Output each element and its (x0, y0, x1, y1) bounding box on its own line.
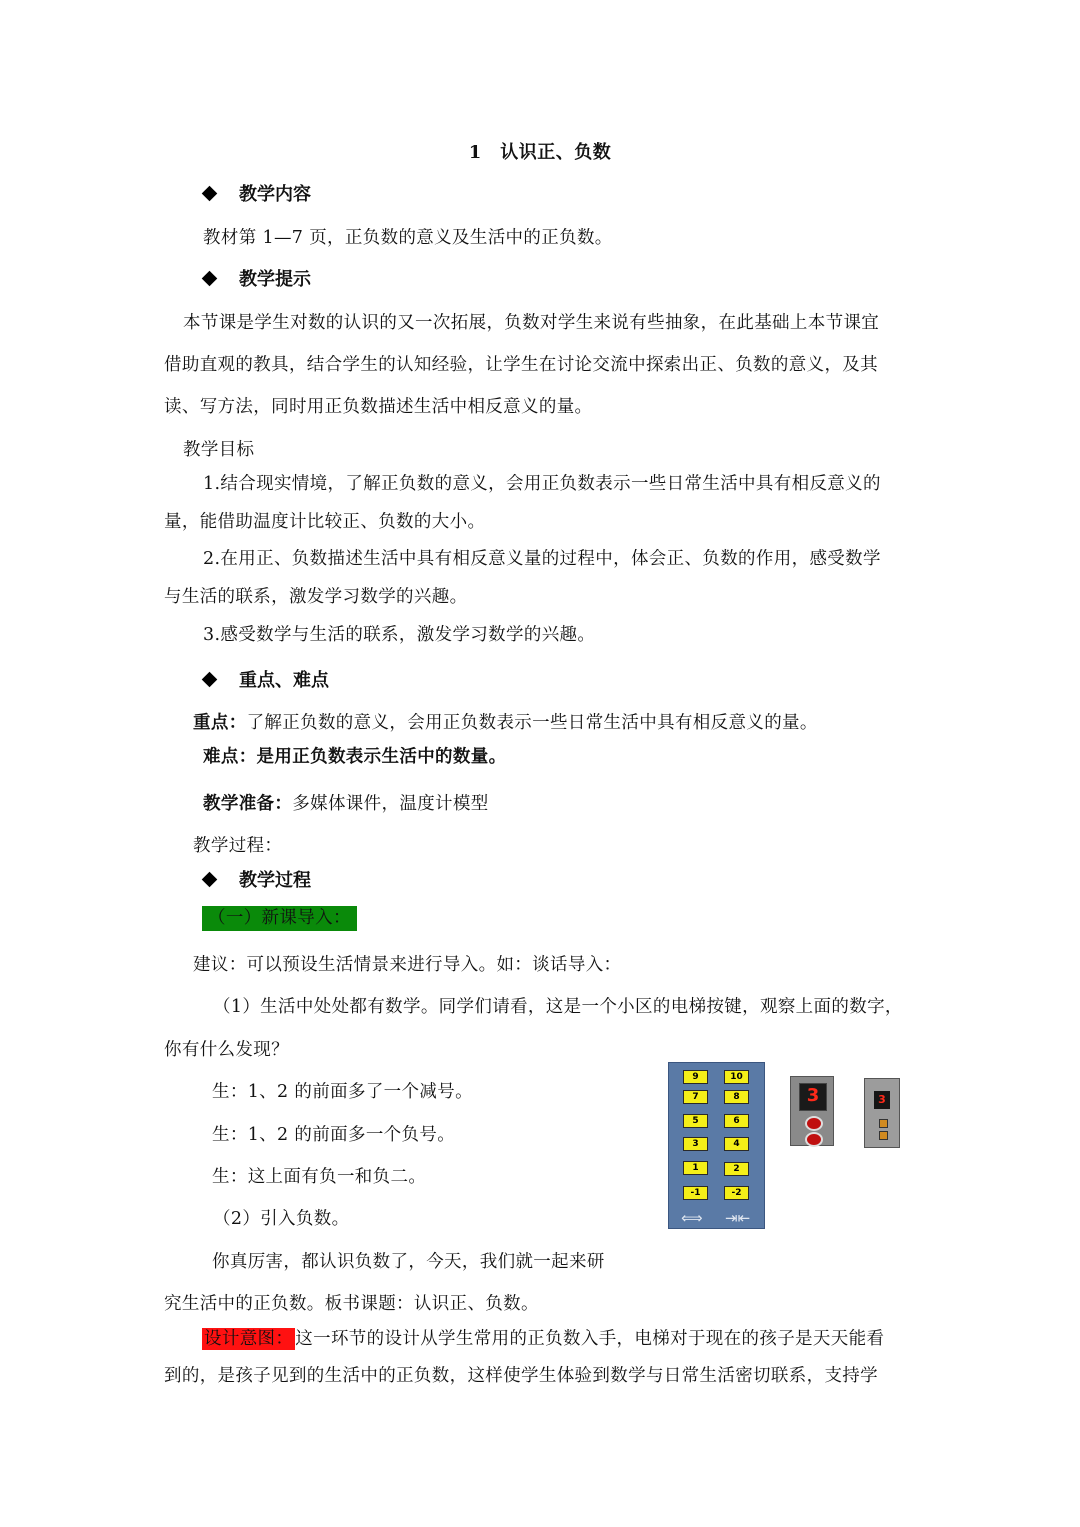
heading-text: 教学过程 (239, 870, 311, 891)
red-highlight: 设计意图： (204, 1329, 294, 1349)
heading-text: 教学提示 (239, 269, 311, 290)
elevator-key: -1 (683, 1186, 708, 1200)
goal-line: 2.在用正、负数描述生活中具有相反意义量的过程中，体会正、负数的作用，感受数学 (203, 549, 881, 569)
elevator-button-panel (668, 1062, 765, 1229)
elevator-key: 10 (724, 1070, 749, 1084)
section-heading-keypoints (204, 666, 329, 692)
elevator-key: 2 (724, 1162, 749, 1176)
diamond-bullet-icon (202, 671, 218, 687)
goal-line: 1.结合现实情境，了解正负数的意义，会用正负数表示一些日常生活中具有相反意义的 (203, 474, 881, 494)
hard-point-line: 难点：是用正负数表示生活中的数量。 (203, 747, 507, 767)
question-line: 你有什么发现？ (164, 1040, 289, 1060)
hint-line: 读、写方法，同时用正负数描述生活中相反意义的量。 (164, 397, 593, 417)
diamond-bullet-icon (202, 871, 218, 887)
elevator-key: 1 (683, 1161, 708, 1175)
praise-line: 究生活中的正负数。板书课题：认识正、负数。 (164, 1294, 539, 1314)
new-lesson-tag (202, 904, 357, 929)
elevator-key: 5 (683, 1114, 708, 1128)
praise-line: 你真厉害，都认识负数了，今天，我们就一起来研 (212, 1252, 605, 1272)
elevator-key: 4 (724, 1137, 749, 1151)
suggestion-line: 建议：可以预设生活情景来进行导入。如：谈话导入： (193, 955, 622, 975)
hint-line: 借助直观的教具，结合学生的认知经验，让学生在讨论交流中探索出正、负数的意义，及其 (164, 355, 878, 375)
question-line: （2）引入负数。 (213, 1209, 350, 1229)
answer-line: 生：1、2 的前面多了一个减号。 (212, 1082, 473, 1102)
floor-number-screen-small: 3 (874, 1091, 890, 1109)
elevator-key: 3 (683, 1137, 708, 1151)
door-open-arrows-icon: ⟺ (681, 1209, 703, 1227)
prep-text: 多媒体课件，温度计模型 (292, 794, 489, 814)
process-label: 教学过程： (193, 836, 283, 856)
door-close-arrows-icon: ⇥⇤ (725, 1209, 751, 1227)
diamond-bullet-icon (202, 185, 218, 201)
prep-line (203, 790, 489, 815)
key-label: 重点： (193, 713, 247, 733)
elevator-key: 9 (683, 1070, 708, 1084)
call-button-icon (805, 1132, 823, 1147)
prep-label: 教学准备： (203, 794, 293, 814)
goals-heading: 教学目标 (183, 440, 255, 460)
up-button-icon (879, 1119, 888, 1128)
diamond-bullet-icon (202, 270, 218, 286)
goal-line: 量，能借助温度计比较正、负数的大小。 (164, 512, 486, 532)
elevator-hall-display (864, 1078, 900, 1148)
elevator-key: -2 (724, 1186, 749, 1200)
hint-line: 本节课是学生对数的认识的又一次拓展，负数对学生来说有些抽象，在此基础上本节课宜 (183, 313, 880, 333)
floor-number-screen: 3 (799, 1083, 827, 1111)
elevator-key: 7 (683, 1090, 708, 1104)
section-heading-content (204, 180, 311, 206)
elevator-key: 6 (724, 1114, 749, 1128)
answer-line: 生：这上面有负一和负二。 (212, 1167, 427, 1187)
goal-line: 3.感受数学与生活的联系，激发学习数学的兴趣。 (203, 625, 596, 645)
design-line: 到的，是孩子见到的生活中的正负数，这样使学生体验到数学与日常生活密切联系，支持学 (164, 1366, 878, 1386)
heading-text: 教学内容 (239, 184, 311, 205)
green-highlight: （一）新课导入： (202, 906, 357, 931)
elevator-floor-display (790, 1076, 834, 1146)
answer-line: 生：1、2 的前面多一个负号。 (212, 1125, 456, 1145)
goal-line: 与生活的联系，激发学习数学的兴趣。 (164, 587, 468, 607)
elevator-key: 8 (724, 1090, 749, 1104)
key-point-line (193, 709, 818, 734)
question-line: （1）生活中处处都有数学。同学们请看，这是一个小区的电梯按键，观察上面的数字， (213, 997, 903, 1017)
down-button-icon (879, 1131, 888, 1140)
content-text: 教材第 1—7 页，正负数的意义及生活中的正负数。 (203, 228, 613, 248)
design-line (202, 1325, 884, 1350)
section-heading-hints (204, 265, 311, 291)
key-text: 了解正负数的意义，会用正负数表示一些日常生活中具有相反意义的量。 (246, 713, 818, 733)
section-heading-process (204, 866, 311, 892)
call-button-icon (805, 1116, 823, 1131)
heading-text: 重点、难点 (239, 670, 329, 691)
design-text: 这一环节的设计从学生常用的正负数入手，电梯对于现在的孩子是天天能看 (295, 1329, 885, 1349)
page-title: 1 认识正、负数 (468, 142, 612, 163)
